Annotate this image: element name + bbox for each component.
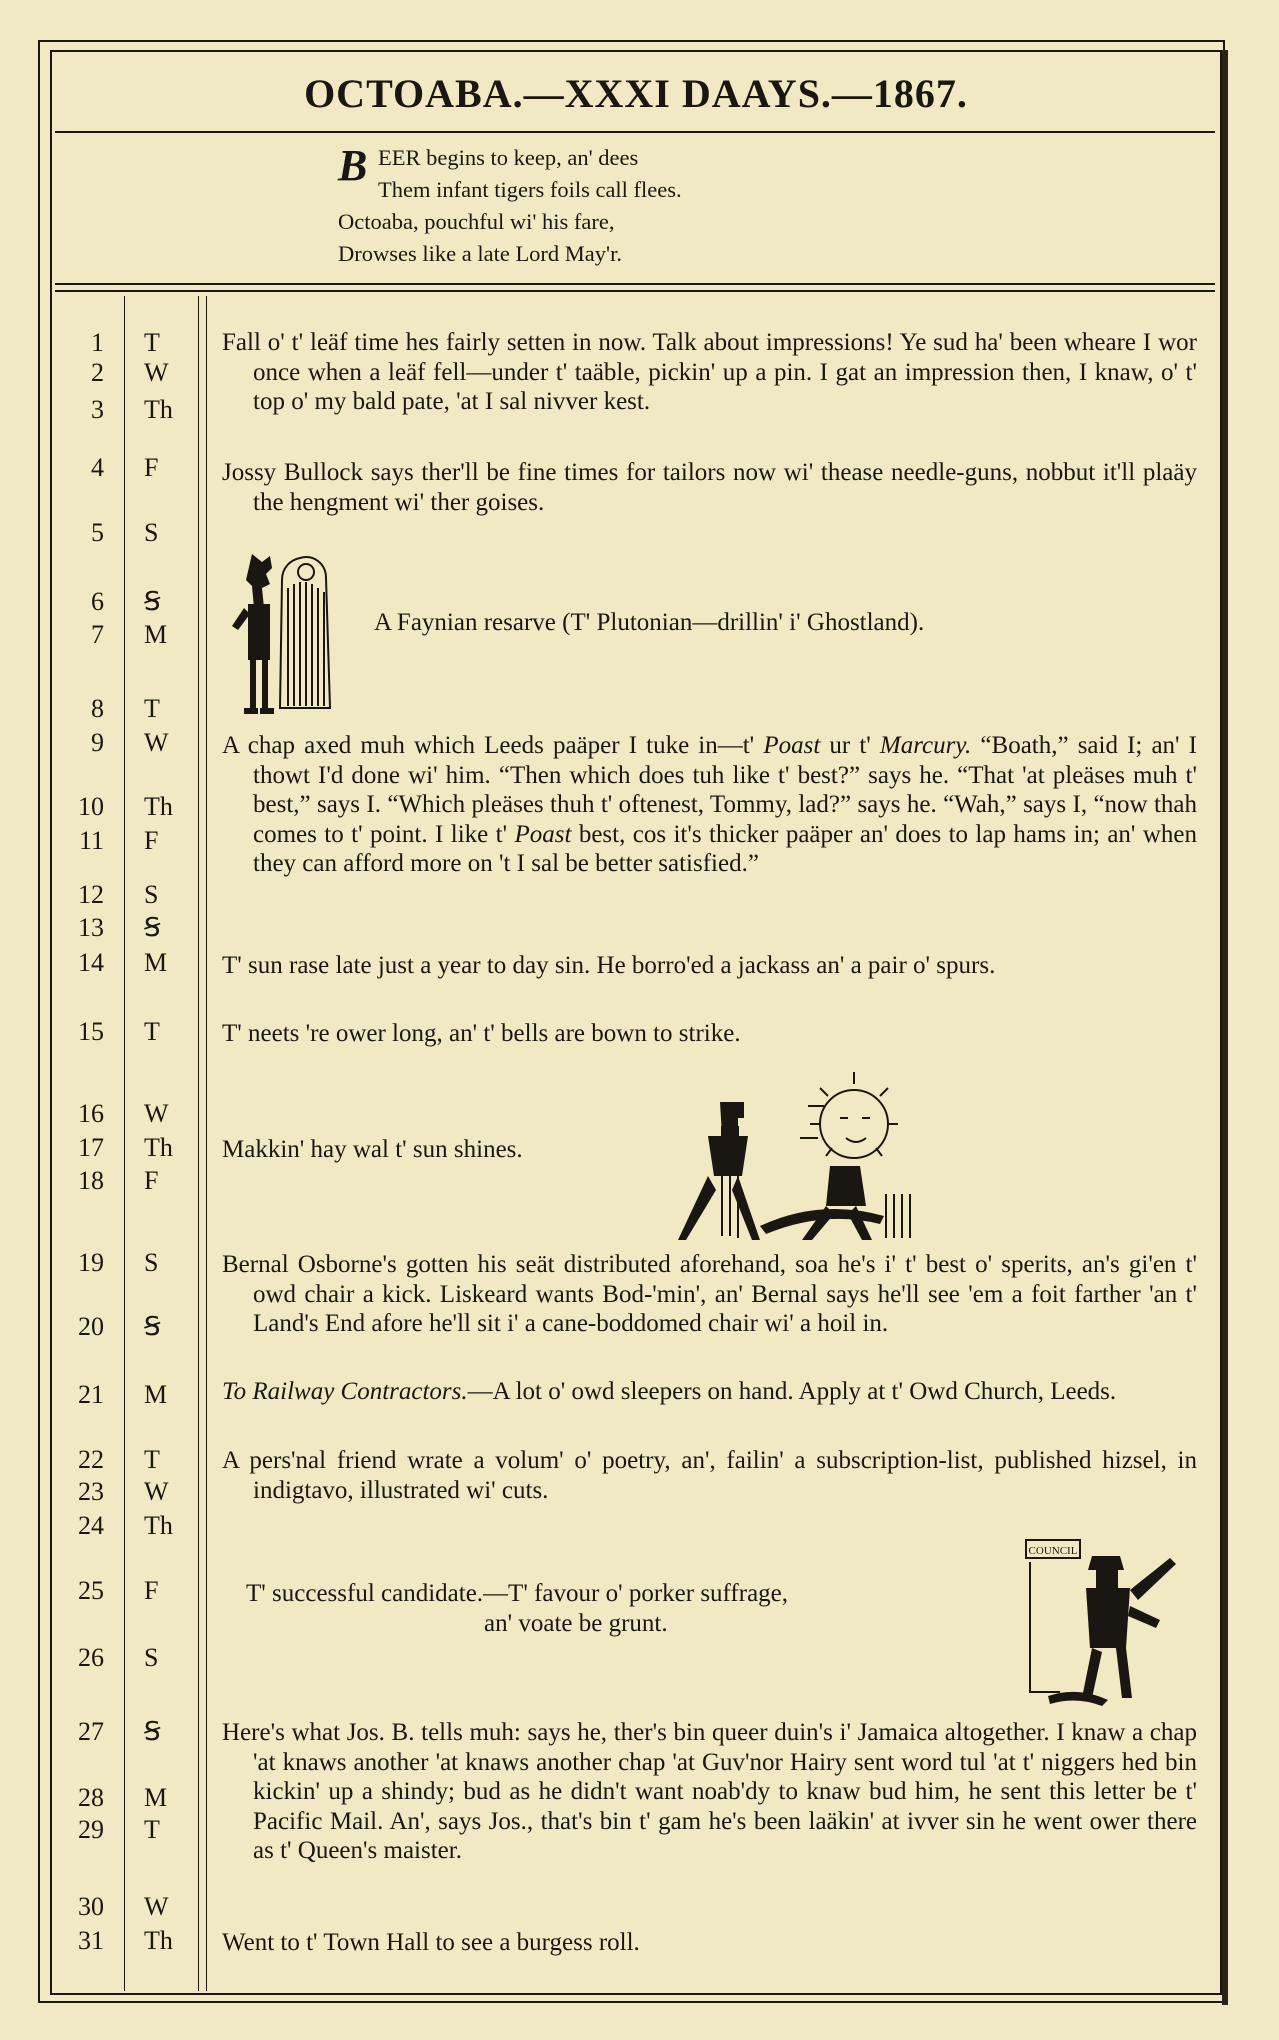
day-number: 20 — [78, 1312, 104, 1341]
entry-oct-22: A pers'nal friend wrate a volum' o' poetry, an', failin' a subscription-list, published hizsel, in indigtavo, illustrated wi' cuts. — [222, 1447, 1197, 1504]
fenian-caption: A Faynian resarve (T' Plutonian—drillin' i' Ghostland). — [374, 609, 925, 636]
day-number: 21 — [78, 1380, 104, 1409]
day-number: 23 — [78, 1477, 104, 1506]
day-number: 16 — [78, 1099, 104, 1128]
day-number: 13 — [78, 913, 104, 942]
verse-line: Octoaba, pouchful wi' his fare, — [338, 209, 615, 234]
weekday: Ꞩ — [144, 1717, 161, 1746]
weekday: T — [144, 1815, 160, 1844]
day-number: 6 — [91, 587, 104, 616]
weekday: T — [144, 328, 160, 357]
day-number: 9 — [91, 728, 104, 757]
entry-oct-27: Here's what Jos. B. tells muh: says he, ther's bin queer duin's i' Jamaica altogether. I knaw a chap 'at knaws another 'at knaws another chap 'at Guv'nor Hairy sent word tul 'at t' niggers hed bin kickin' up a shindy; bud as he didn't want noab'dy to knaw bud him, he sent this letter be t' Pacific Mail. An', says Jos., that's bin t' gam he's been laäkin' at ivver sin he went ower there as t' Queen's maister. — [222, 1719, 1197, 1864]
day-number: 7 — [91, 620, 104, 649]
day-number: 29 — [78, 1815, 104, 1844]
haymaking-caption: Makkin' hay wal t' sun shines. — [222, 1136, 523, 1163]
weekday: M — [144, 1380, 168, 1409]
weekday: M — [144, 948, 168, 977]
day-number: 11 — [78, 826, 104, 855]
entry-oct-1: Fall o' t' leäf time hes fairly setten in now. Talk about impressions! Ye sud ha' been wheare I wor once when a leäf fell—under t' taäble, pickin' up a pin. I gat an impression then, I knaw, o' t' top o' my bald pate, 'at I sal nivver kest. — [222, 329, 1197, 415]
day-number: 17 — [78, 1133, 104, 1162]
column-divider-day-right — [206, 296, 207, 1991]
weekday: Th — [144, 1511, 173, 1540]
weekday: Ꞩ — [144, 1312, 161, 1341]
page-title: OCTOABA.—XXXI DAAYS.—1867. — [304, 71, 968, 116]
day-number: 30 — [78, 1892, 104, 1921]
weekday: W — [144, 1477, 169, 1506]
day-number: 10 — [78, 792, 104, 821]
entry-oct-19: Bernal Osborne's gotten his seät distributed aforehand, soa he's i' t' best o' sperits, an's gi'en t' owd chair a kick. Liskeard wants Bod-'min', an' Bernal says he'll see 'em a foit farther 'an t' Land's End afore he'll sit i' a cane-boddomed chair wi' a hoil in. — [222, 1251, 1197, 1337]
verse-line: EER begins to keep, an' dees — [378, 145, 639, 170]
fenian-ghost-woodcut — [230, 548, 364, 716]
day-number: 3 — [91, 395, 104, 424]
day-number: 24 — [78, 1511, 104, 1540]
weekday: T — [144, 694, 160, 723]
day-number: 5 — [91, 518, 104, 547]
weekday: T — [144, 1017, 160, 1046]
day-number: 25 — [78, 1576, 104, 1605]
weekday: W — [144, 1892, 169, 1921]
weekday: F — [144, 1576, 159, 1605]
weekday: F — [144, 1166, 159, 1195]
weekday: S — [144, 880, 159, 909]
verse-line: Drowses like a late Lord May'r. — [338, 241, 622, 266]
weekday: Th — [144, 1133, 173, 1162]
weekday: Ꞩ — [144, 913, 161, 942]
candidate-caption-line-2: an' voate be grunt. — [484, 1610, 668, 1637]
day-number: 31 — [78, 1926, 104, 1955]
weekday: W — [144, 728, 169, 757]
day-number: 14 — [78, 948, 104, 977]
weekday: F — [144, 453, 159, 482]
weekday: Th — [144, 1926, 173, 1955]
sun-haymakers-woodcut — [650, 1066, 932, 1244]
council-sign: COUNCIL — [1028, 1545, 1078, 1557]
entry-oct-21: To Railway Contractors.—A lot o' owd sleepers on hand. Apply at t' Owd Church, Leeds. — [222, 1378, 1117, 1405]
weekday: W — [144, 1099, 169, 1128]
weekday: T — [144, 1445, 160, 1474]
entry-oct-14: T' sun rase late just a year to day sin. He borro'ed a jackass an' a pair o' spurs. — [222, 952, 996, 979]
day-number: 19 — [78, 1248, 104, 1277]
weekday: W — [144, 358, 169, 387]
day-number: 15 — [78, 1017, 104, 1046]
verse-line: Them infant tigers foils call flees. — [378, 177, 682, 202]
day-number: 22 — [78, 1445, 104, 1474]
entry-oct-31: Went to t' Town Hall to see a burgess roll. — [222, 1929, 640, 1956]
verse — [338, 142, 682, 270]
day-number: 28 — [78, 1783, 104, 1812]
day-number: 2 — [91, 358, 104, 387]
day-number: 1 — [91, 328, 104, 357]
verse-dropcap: B — [338, 141, 368, 190]
weekday: F — [144, 826, 159, 855]
entry-oct-9: A chap axed muh which Leeds paäper I tuke in—t' Poast ur t' Marcury. “Boath,” said I; an' I thowt I'd done wi' him. “Then which does tuh like t' best?” says he. “That 'at pleäses muh t' best,” says I. “Which pleäses thuh t' oftenest, Tommy, lad?” says he. “Wah,” says I, “now thah comes to t' point. I like t' Poast best, cos it's thicker paäper an' does to lap hams in; an' when they can afford more on 't I sal be better satisfied.” — [222, 732, 1198, 877]
verse-rule-bottom — [55, 290, 1215, 292]
weekday: Th — [144, 395, 173, 424]
verse-rule-top — [55, 283, 1215, 285]
day-number: 27 — [78, 1717, 104, 1746]
weekday: M — [144, 1783, 168, 1812]
title-rule — [55, 131, 1215, 133]
candidate-woodcut — [1022, 1536, 1194, 1712]
entry-oct-4: Jossy Bullock says ther'll be fine times for tailors now wi' thease needle-guns, nobbut it'll plaäy the hengment wi' ther goises. — [222, 459, 1197, 516]
weekday: S — [144, 1643, 159, 1672]
day-number: 18 — [78, 1166, 104, 1195]
day-number: 26 — [78, 1643, 104, 1672]
column-divider-number — [124, 296, 125, 1991]
weekday: Th — [144, 792, 173, 821]
page-edge — [1222, 50, 1228, 2005]
weekday: Ꞩ — [144, 587, 161, 616]
day-number: 8 — [91, 694, 104, 723]
day-number: 4 — [91, 453, 104, 482]
day-number: 12 — [78, 880, 104, 909]
weekday: S — [144, 518, 159, 547]
entry-oct-15: T' neets 're ower long, an' t' bells are bown to strike. — [222, 1020, 741, 1047]
column-divider-day-left — [198, 296, 199, 1991]
weekday: S — [144, 1248, 159, 1277]
weekday: M — [144, 620, 168, 649]
candidate-caption-line-1: T' successful candidate.—T' favour o' porker suffrage, — [246, 1580, 789, 1607]
